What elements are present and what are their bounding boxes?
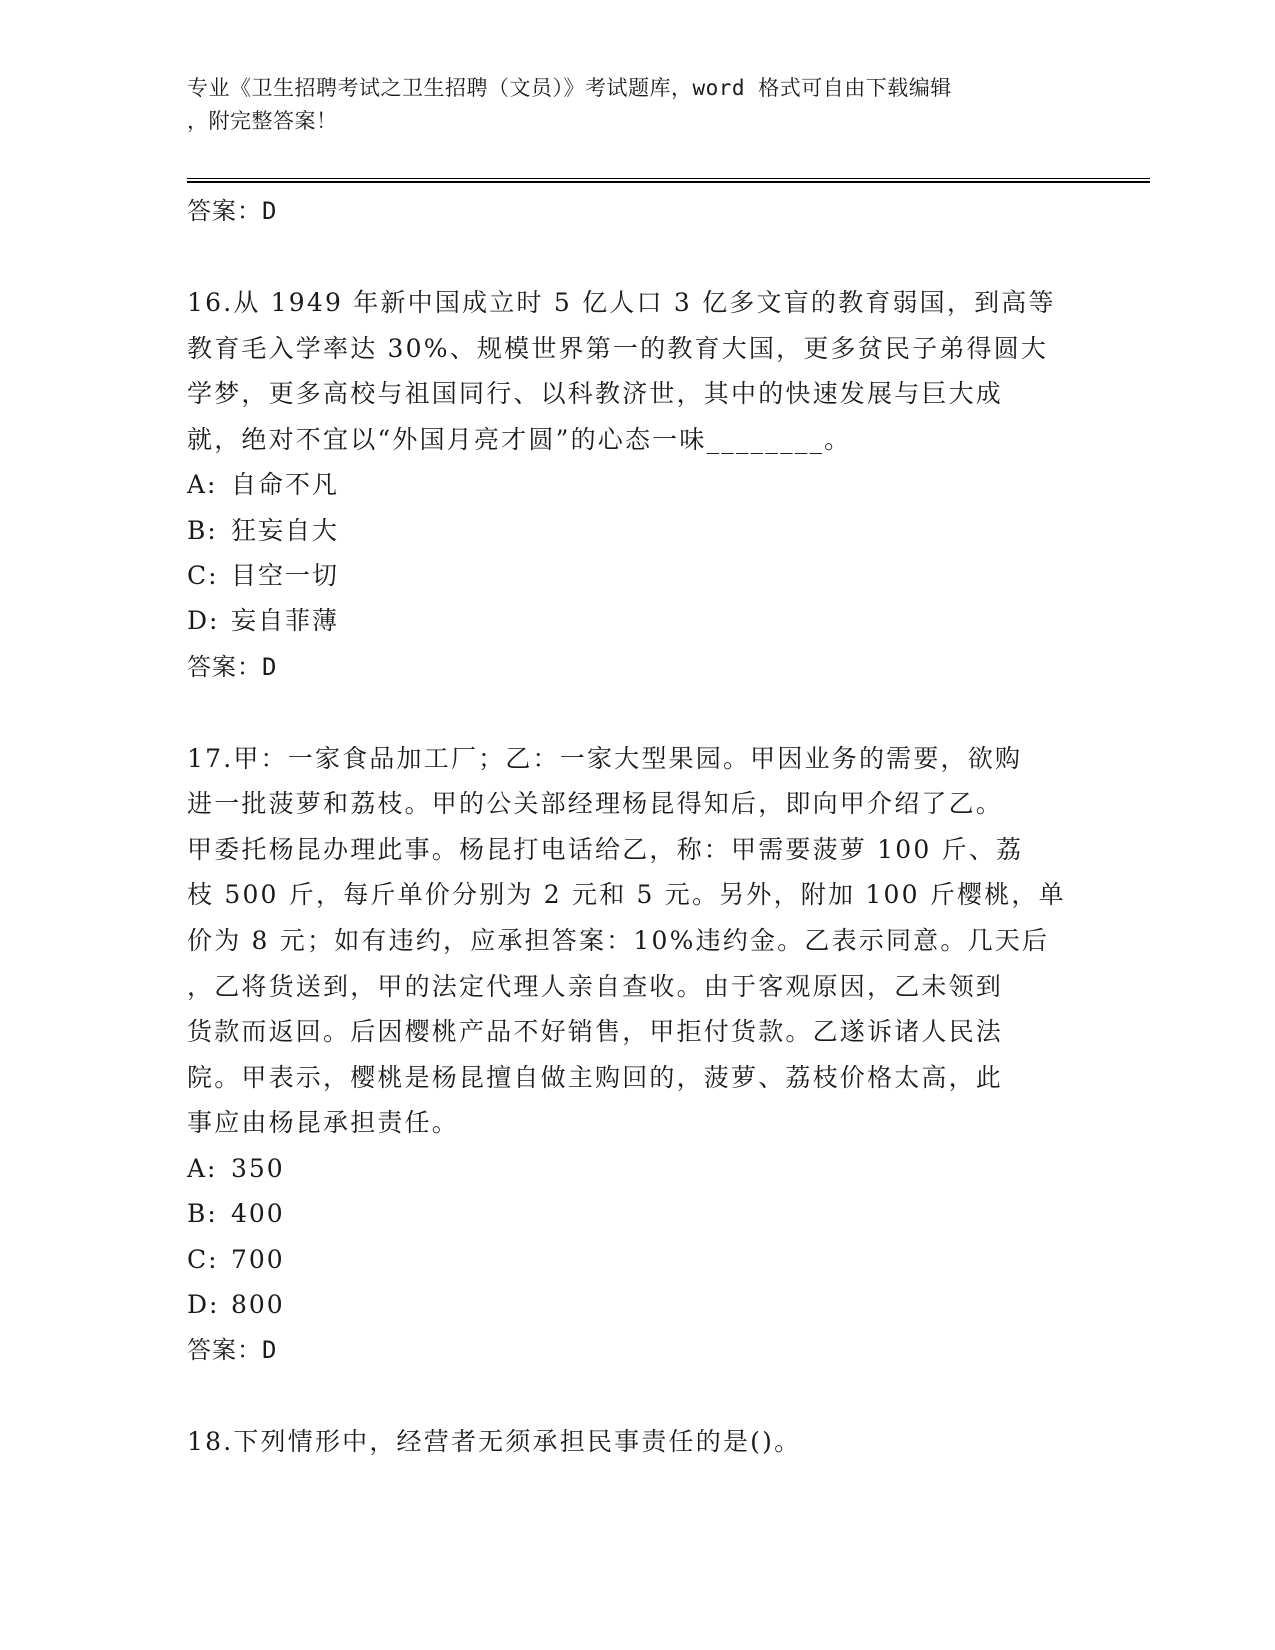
- option-text: 800: [231, 1289, 285, 1319]
- question-16-line: 教育毛入学率达 30%、规模世界第一的教育大国，更多贫民子弟得圆大: [187, 333, 1049, 363]
- question-16-line: 就，绝对不宜以“外国月亮才圆”的心态一味________。: [187, 424, 852, 454]
- option-key: C:: [187, 560, 219, 590]
- question-16-option-b: [187, 508, 1087, 553]
- question-17-line: 进一批菠萝和荔枝。甲的公关部经理杨昆得知后，即向甲介绍了乙。: [187, 789, 1004, 819]
- question-16-option-d: [187, 598, 1087, 643]
- header-line-2: ，附完整答案！: [187, 109, 338, 133]
- question-18-line: 18.下列情形中，经营者无须承担民事责任的是()。: [187, 1427, 802, 1457]
- header-divider-thick: [187, 181, 1150, 183]
- question-17-line: 甲委托杨昆办理此事。杨昆打电话给乙，称：甲需要菠萝 100 斤、荔: [187, 834, 1024, 864]
- question-16: [187, 280, 1087, 690]
- question-17-line: 价为 8 元；如有违约，应承担答案：10%违约金。乙表示同意。几天后: [187, 925, 1050, 955]
- question-17-option-d: [187, 1282, 1087, 1327]
- question-17-option-b: [187, 1191, 1087, 1236]
- option-key: B:: [187, 515, 218, 545]
- header-divider: [187, 178, 1150, 179]
- option-key: B:: [187, 1199, 218, 1229]
- question-17-option-c: [187, 1237, 1087, 1282]
- option-text: 妄自菲薄: [231, 606, 340, 636]
- answer-q15: 答案：D: [187, 197, 278, 225]
- answer-q17: 答案：D: [187, 1336, 278, 1365]
- question-16-line: 学梦，更多高校与祖国同行、以科教济世，其中的快速发展与巨大成: [187, 379, 1004, 409]
- question-16-option-a: [187, 462, 1087, 507]
- option-key: A:: [187, 1153, 218, 1183]
- option-text: 400: [231, 1199, 285, 1229]
- document-body: [187, 188, 1087, 1465]
- question-16-option-c: [187, 553, 1087, 598]
- header-line-1: 专业《卫生招聘考试之卫生招聘（文员）》考试题库，word 格式可自由下载编辑: [187, 76, 952, 100]
- question-17-line: ，乙将货送到，甲的法定代理人亲自查收。由于客观原因，乙未领到: [187, 971, 1004, 1001]
- question-17-line: 17.甲：一家食品加工厂；乙：一家大型果园。甲因业务的需要，欲购: [187, 743, 1023, 773]
- option-text: 狂妄自大: [231, 515, 340, 545]
- spacer: [187, 690, 1087, 736]
- question-18: [187, 1419, 1087, 1465]
- option-text: 700: [231, 1244, 285, 1274]
- question-16-line: 16.从 1949 年新中国成立时 5 亿人口 3 亿多文盲的教育弱国，到高等: [187, 288, 1056, 317]
- answer-q16: 答案：D: [187, 652, 278, 681]
- question-17-line: 事应由杨昆承担责任。: [187, 1108, 460, 1138]
- question-17-line: 货款而返回。后因樱桃产品不好销售，甲拒付货款。乙遂诉诸人民法: [187, 1017, 1004, 1047]
- option-key: A:: [187, 470, 218, 500]
- option-key: D:: [187, 606, 220, 636]
- spacer: [187, 234, 1087, 280]
- option-key: C:: [187, 1244, 219, 1274]
- option-text: 目空一切: [231, 560, 340, 590]
- spacer: [187, 1373, 1087, 1419]
- question-17-option-a: [187, 1146, 1087, 1191]
- option-key: D:: [187, 1289, 220, 1319]
- question-17-line: 枝 500 斤，每斤单价分别为 2 元和 5 元。另外，附加 100 斤樱桃，单: [187, 880, 1066, 910]
- option-text: 350: [231, 1153, 285, 1183]
- question-17-line: 院。甲表示，樱桃是杨昆擅自做主购回的，菠萝、荔枝价格太高，此: [187, 1062, 1004, 1092]
- document-header: [187, 72, 1087, 138]
- option-text: 自命不凡: [231, 470, 340, 500]
- question-17: [187, 736, 1087, 1374]
